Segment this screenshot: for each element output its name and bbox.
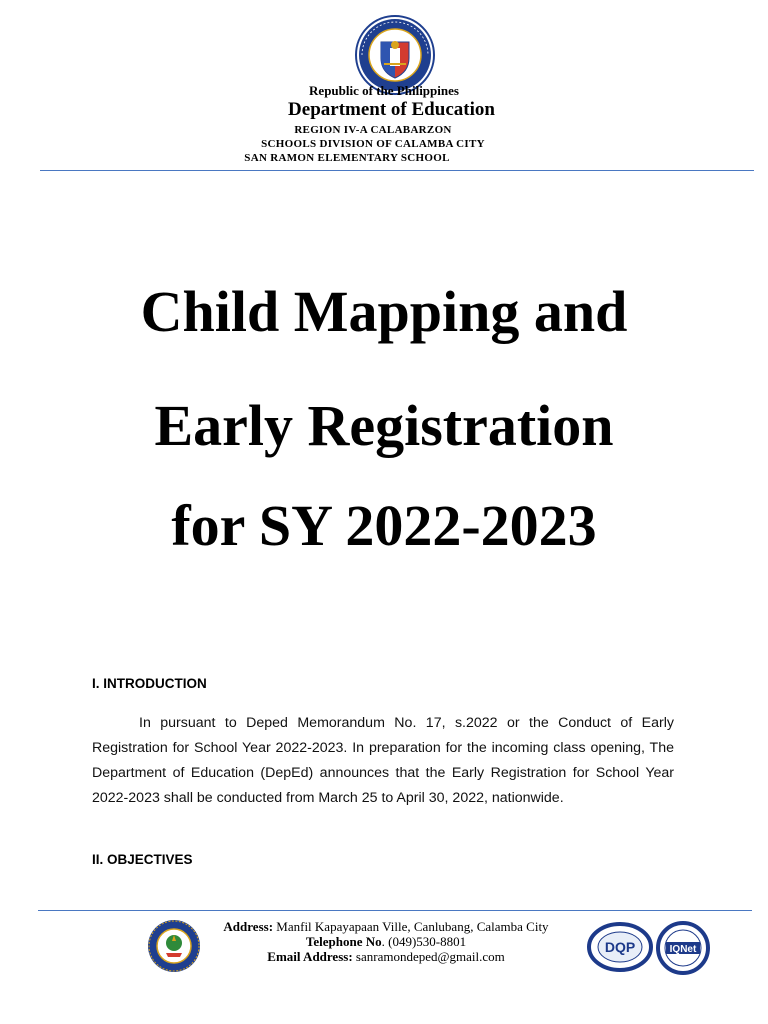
email-line [165, 949, 607, 965]
header-divider [40, 170, 754, 171]
introduction-paragraph: In pursuant to Deped Memorandum No. 17, s.2022 or the Conduct of Early Registration for School Year 2022-2023. In preparation for the incoming class opening, The Department of Education (DepEd) announces that the Early Registration for School Year 2022-2023 shall be conducted from March 25 to April 30, 2022, nationwide. [92, 715, 674, 806]
svg-text:IQNet: IQNet [669, 944, 697, 955]
address-label: Address: [223, 919, 274, 934]
dqp-certification-icon [587, 922, 653, 972]
division-heading: SCHOOLS DIVISION OF CALAMBA CITY [261, 138, 485, 150]
department-heading: Department of Education [288, 99, 495, 120]
telephone-label: Telephone No [305, 934, 382, 949]
telephone-value: . (049)530-8801 [381, 934, 467, 949]
footer-divider [38, 910, 752, 911]
address-value: Manfil Kapayapaan Ville, Canlubang, Calamba City [276, 919, 549, 934]
region-heading: REGION IV-A CALABARZON [294, 124, 452, 136]
republic-heading: Republic of the Philippines [309, 83, 459, 98]
school-heading: SAN RAMON ELEMENTARY SCHOOL [244, 152, 450, 164]
address-line [165, 919, 607, 935]
email-label: Email Address: [267, 949, 353, 964]
telephone-line [165, 934, 607, 950]
svg-text:DQP: DQP [604, 939, 636, 955]
document-title-line-1: Child Mapping and [140, 279, 628, 344]
iqnet-certification-icon [656, 921, 710, 975]
document-title-line-3: for SY 2022-2023 [171, 493, 597, 558]
email-value: sanramondeped@gmail.com [355, 949, 505, 964]
introduction-heading: I. INTRODUCTION [92, 676, 207, 691]
objectives-heading: II. OBJECTIVES [92, 852, 193, 867]
document-title-line-2: Early Registration [154, 393, 614, 458]
